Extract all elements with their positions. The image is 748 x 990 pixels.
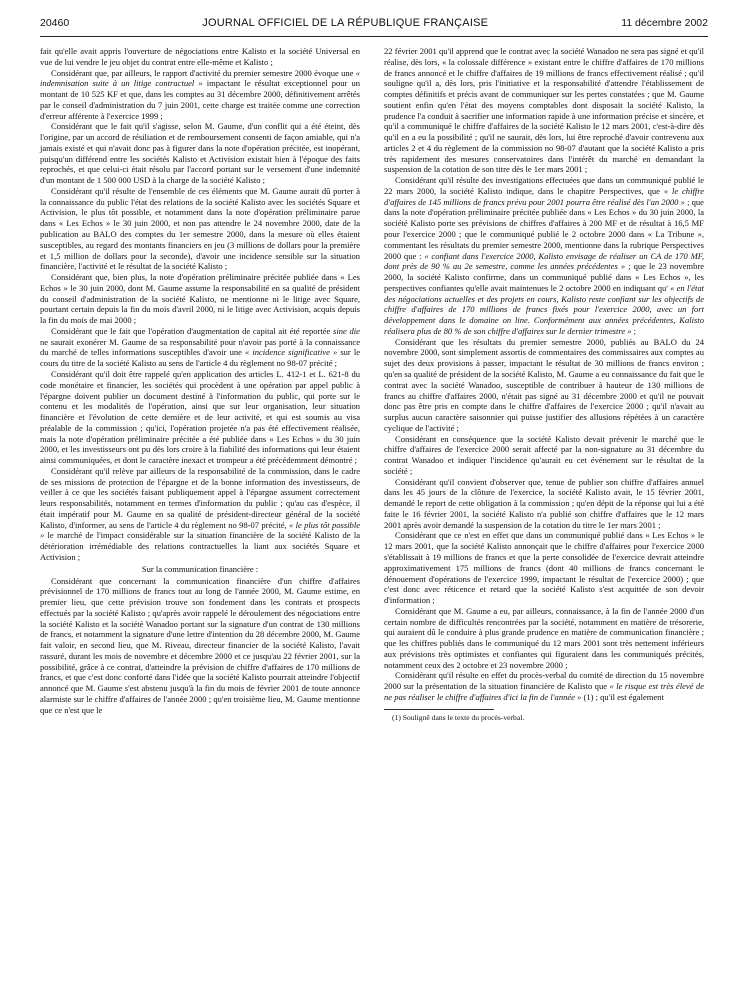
header-rule (40, 36, 708, 37)
footnote-rule (384, 709, 494, 710)
paragraph: 22 février 2001 qu'il apprend que le contrat avec la société Wanadoo ne sera pas signé et qu'il réalise, dès lors, « la colossale différence » existant entre le chiffre d'affaires de 170 millions de francs annoncé et le chiffre d'affaires de 19 millions de francs effectivement réalisé ; qu'il souligne qu'il a, dès lors, pris l'initiative et la responsabilité d'attendre l'établissement de comptes définitifs et précis avant de communiquer sur les pertes constatées ; que M. Gaume soutient enfin qu'en l'état des moyens comptables dont disposait la société Kalisto, la prudence l'a conduit à sacrifier une information rapide à une information précise et sincère, et qu'il a communiqué le chiffre d'affaires de la société Kalisto le 12 mars 2001, c'est-à-dire dès qu'il en a eu la possibilité ; qu'il ne saurait, dès lors, lui être reproché d'avoir contrevenu aux articles 2 et 4 du règlement de la commission no 98-07 d'autant que la société Kalisto a pris très rapidement des mesures conservatoires dans l'intérêt du marché en demandant la suspension de la cotation de son titre dès le 1er mars 2001 ; (384, 46, 704, 175)
paragraph: Considérant que le fait qu'il s'agisse, selon M. Gaume, d'un conflit qui a été éteint, dès l'origine, par un accord de résiliation et de remboursement consenti de façon amiable, qui n'a jamais existé et qui n'avait donc pas à figurer dans la note d'opération précitée, est inopérant, puisqu'un différend entre les sociétés Kalisto et Activision existait bien à l'époque des faits reprochés, et que celui-ci était résolu par l'accord portant sur le versement d'une indemnité d'un montant de 1 500 000 USD à la charge de la société Kalisto ; (40, 121, 360, 186)
left-column (40, 46, 360, 715)
journal-title: JOURNAL OFFICIEL DE LA RÉPUBLIQUE FRANÇAISE (202, 17, 489, 29)
section-heading: Sur la communication financière : (141, 563, 259, 574)
paragraph: Considérant que, par ailleurs, le rapport d'activité du premier semestre 2000 évoque une « indemnisation suite à un litige contractuel » impactant le résultat exceptionnel pour un montant de 10 525 KF et que, dans les comptes au 31 décembre 2000, définitivement arrêtés par le conseil d'administration du 7 juin 2001, cette charge est traitée comme une correction d'erreur afférente à l'exercice 1999 ; (40, 67, 360, 121)
paragraph: Considérant que M. Gaume a eu, par ailleurs, connaissance, à la fin de l'année 2000 d'un certain nombre de difficultés rencontrées par la société, notamment en matière de trésorerie, qui auraient dû le conduire à plus grande prudence en matière de communication financière ; que les chiffres publiés dans le communiqué du 12 mars 2001 sont très nettement inférieurs aux prévisions très optimistes et confiantes qui figuraient dans les communiqués précités, notamment ceux des 2 octobre et 23 novembre 2000 ; (384, 605, 704, 670)
paragraph: Considérant en conséquence que la société Kalisto devait prévenir le marché que le chiffre d'affaires de l'exercice 2000 serait affecté par la non-signature au 31 décembre du contrat Wanadoo et indiquer l'incidence qu'aurait eu cet événement sur le résultat de la société ; (384, 433, 704, 476)
right-column (384, 46, 704, 722)
paragraph: Considérant qu'il doit être rappelé qu'en application des articles L. 412-1 et L. 621-8 du code monétaire et financier, les sociétés qui procèdent à une opération par appel public à l'épargne doivent publier un document destiné à l'information du public, qui porte sur le contenu et les modalités de l'opération, ainsi que sur leur organisation, leur situation financière et l'évolution de cette dernière et de leur activité, et qui est soumis au visa préalable de la commission ; qu'ici, l'opération projetée n'a pas été effectivement réalisée, mais la note d'opération préliminaire précitée a été publiée dans « Les Echos » du 30 juin 2000, et les investisseurs ont pu dès lors croire à la fiabilité des informations qui leur étaient ainsi communiquées, et dont le caractère inexact et trompeur a été précédemment démontré ; (40, 368, 360, 466)
paragraph: Considérant qu'il résulte de l'ensemble de ces éléments que M. Gaume aurait dû porter à la connaissance du public l'état des relations de la société Kalisto avec les sociétés Square et Activision, le plus tôt possible, et notamment dans la note d'opération préliminaire parue dans « Les Echos » le 30 juin 2000, et non pas attendre le 24 novembre 2000, date de la publication au BALO des comptes du 1er semestre 2000, dans la mesure où elles étaient susceptibles, au regard des montants financiers en jeu (3 millions de dollars pour la première et 1,5 million de dollars pour la seconde), d'avoir une incidence sensible sur la situation financière, l'activité et le résultat de la société Kalisto ; (40, 185, 360, 272)
publication-date: 11 décembre 2002 (621, 17, 708, 29)
paragraph: Considérant qu'il résulte en effet du procès-verbal du comité de direction du 15 novembre 2000 sur la présentation de la situation financière de Kalisto que « le risque est très élevé de ne pas réaliser le chiffre d'affaires d'ici la fin de l'année » (1) ; qu'il est également (384, 670, 704, 702)
paragraph: Considérant qu'il résulte des investigations effectuées que dans un communiqué publié le 22 mars 2000, la société Kalisto indique, dans le chapitre Perspectives, que « le chiffre d'affaires de 145 millions de francs prévu pour 2001 pourra être réalisé dès l'an 2000 » ; que dans la note d'opération préliminaire précitée publiée dans « Les Echos » du 30 juin 2000, la société Kalisto porte ses prévisions de chiffres d'affaires à 200 MF et de résultat à 16,5 MF pour l'exercice 2000 ; que le communiqué publié le 2 octobre 2000 dans « La Tribune », commentant les résultats du premier semestre 2000, mentionne dans la rubrique Perspectives 2000 que : « confiant dans l'exercice 2000, Kalisto envisage de réaliser un CA de 170 MF, dont près de 90 % au 2e semestre, comme les années précédentes » ; que le 23 novembre 2000, la société Kalisto confirme, dans un communiqué publié dans « Les Echos », les perspectives confiantes qu'elle avait maintenues le 2 octobre 2000 en indiquant qu' « en l'état des négociations actuelles et des projets en cours, Kalisto reste confiant sur les objectifs de chiffre d'affaires de 170 millions de francs fixés pour l'exercice 2000, avec un fort développement dans le domaine on line. Conformément aux années précédentes, Kalisto réalisera plus de 80 % de son chiffre d'affaires sur le dernier trimestre » ; (384, 175, 704, 336)
paragraph: Considérant qu'il convient d'observer que, tenue de publier son chiffre d'affaires annuel dans les 45 jours de la clôture de l'exercice, la société Kalisto avait, le 15 février 2001, demandé le report de cette obligation à la commission ; qu'en dépit de la réponse qui lui a été faite le 16 février 2001, la société Kalisto n'a publié son chiffre d'affaires que le 12 mars 2001 après avoir demandé la suspension de la cotation du titre le 1er mars 2001 ; (384, 476, 704, 530)
paragraph: Considérant que, bien plus, la note d'opération préliminaire précitée publiée dans « Les Echos » le 30 juin 2000, dont M. Gaume assume la responsabilité en sa qualité de président du conseil d'administration de la société Kalisto, ne mentionne ni le litige avec Square, pourtant certain depuis la fin du mois d'avril 2000, ni le litige avec Activision, acquis depuis la fin du mois de mai 2000 ; (40, 272, 360, 326)
page-header (40, 10, 708, 36)
paragraph: Considérant que le fait que l'opération d'augmentation de capital ait été reportée sine die ne saurait exonérer M. Gaume de sa responsabilité pour n'avoir pas porté à la connaissance du marché de telles informations susceptibles d'avoir une « incidence significative » sur le cours du titre de la société Kalisto au sens de l'article 4 du règlement no 98-07 précité ; (40, 325, 361, 369)
paragraph: Considérant qu'il relève par ailleurs de la responsabilité de la commission, dans le cadre de ses missions de protection de l'épargne et de la bonne information des investisseurs, de veiller à ce que les sociétés faisant publiquement appel à l'épargne assument correctement leurs responsabilités, notamment en termes d'information du public ; qu'au cas d'espèce, il était impératif pour M. Gaume en sa qualité de président-directeur général de la société Kalisto, d'informer, au sens de l'article 4 du règlement no 98-07 précité, « le plus tôt possible » le marché de l'impact considérable sur la situation financière de la société Kalisto de la détérioration irrémédiable des relations contractuelles la liant aux sociétés Square et Activision ; (40, 465, 360, 562)
paragraph: Considérant que ce n'est en effet que dans un communiqué publié dans « Les Echos » le 12 mars 2001, que la société Kalisto annonçait que le chiffre d'affaires pour l'exercice 2000 s'établissait à 19 millions de francs et que la perte consolidée de l'exercice devrait atteindre approximativement 175 millions de francs (dont 40 millions de francs concernant le dénouement d'opérations de l'exercice 1999, impactant le résultat de l'exercice 2000) ; que c'est donc avec réticence et retard que la société Kalisto s'est acquittée de son devoir d'information ; (384, 530, 704, 606)
footnote: (1) Soulignê dans le texte du procès-verbal. (392, 712, 525, 722)
paragraph: Considérant que les résultats du premier semestre 2000, publiés au BALO du 24 novembre 2000, sont simplement assortis de commentaires des commissaires aux comptes au sujet des deux provisions à passer, impactant le résultat de 30 millions de francs environ ; qu'en sa qualité de président de la société Kalisto, M. Gaume a eu connaissance du fait que le contrat avec la société Wanadoo, susceptible de contribuer à hauteur de 130 millions de francs au chiffre d'affaires 2000, n'était pas signé au 31 décembre 2000 et qu'il ne pouvait donc pas être pris en compte dans le chiffre d'affaires de l'exercice 2000 ; qu'il n'avait au surplus aucun caractère saisonnier qui puisse justifier des allusions répétées à un caractère cyclique de l'activité ; (384, 336, 704, 433)
paragraph: fait qu'elle avait appris l'ouverture de négociations entre Kalisto et la société Universal en vue de lui vendre le jeu objet du contrat entre elle-même et Kalisto ; (40, 46, 360, 67)
page-number: 20460 (40, 17, 70, 29)
paragraph: Considérant que concernant la communication financière d'un chiffre d'affaires prévisionnel de 170 millions de francs tout au long de l'année 2000, M. Gaume estime, en premier lieu, que cette prévision trouve son fondement dans les contrats et prospects effectués par la société Kalisto ; qu'après avoir rappelé le déroulement des négociations entre la société Kalisto et la société Wanadoo portant sur la signature d'un contrat de 130 millions de francs, et notamment la signature d'une lettre d'intention du 28 décembre 2000, M. Gaume fait valoir, en second lieu, que M. Riveau, directeur financier de la société Kalisto, l'avait rassuré, durant les mois de novembre et décembre 2000 et ce jusqu'au 22 février 2001, sur la possibilité, grâce à ce contrat, d'atteindre la prévision de chiffre d'affaires de 170 millions de francs, et que c'est donc conforté dans l'idée que la société Kalisto pourrait atteindre l'objectif annoncé que M. Gaume s'est abstenu jusqu'à la fin du mois de février 2001 de toute annonce alarmiste sur le chiffre d'affaires de l'année 2000 ; qu'en troisième lieu, M. Gaume mentionne que ce n'est que le (40, 575, 360, 715)
